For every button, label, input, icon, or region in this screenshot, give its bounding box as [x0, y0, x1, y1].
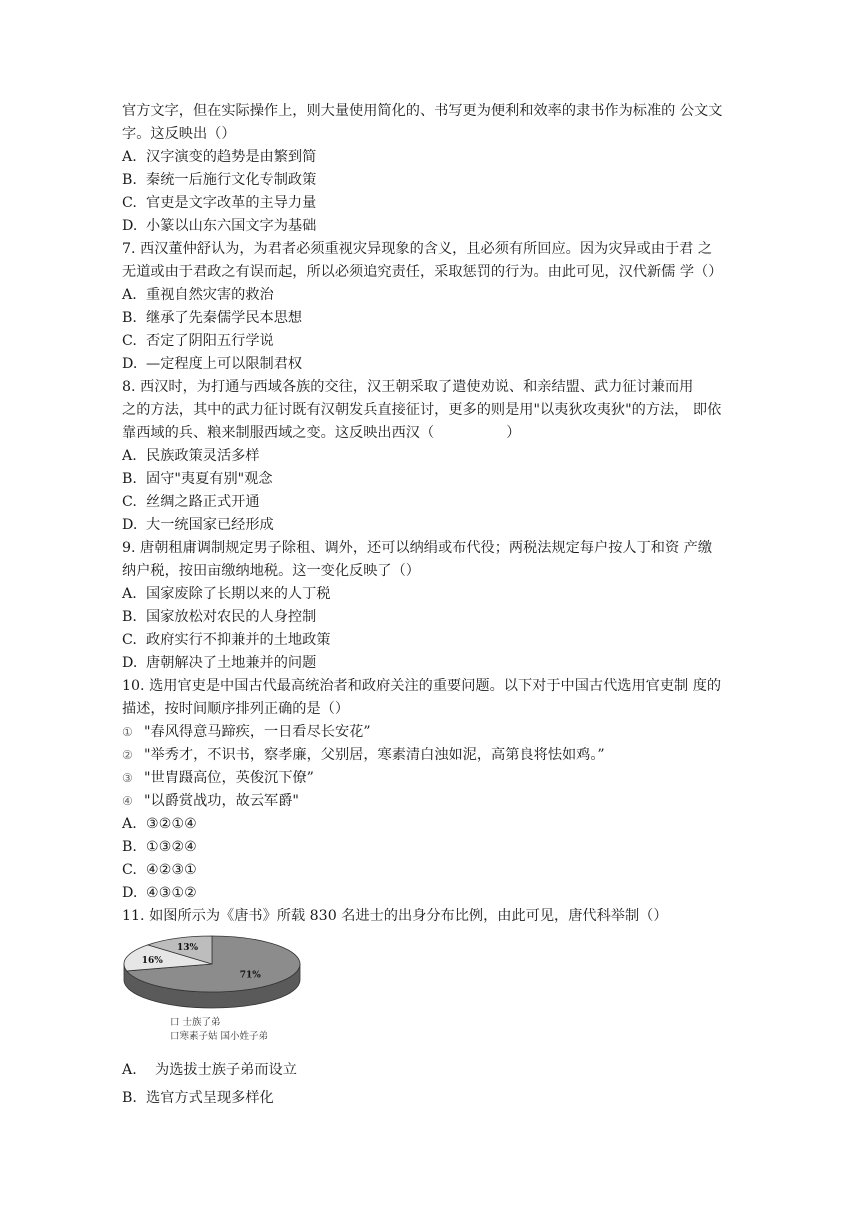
option-label: D. — [122, 218, 138, 234]
option-label: B. — [122, 1090, 137, 1106]
q8-stem-1: 8. 西汉时，为打通与西域各族的交往，汉王朝采取了遣使劝说、和亲结盟、武力征讨兼而用 — [122, 379, 694, 395]
option-label: A. — [122, 149, 137, 165]
item-number: ③ — [122, 771, 133, 785]
option-label: C. — [122, 494, 137, 510]
option-label: C. — [122, 632, 137, 648]
option-label: B. — [122, 609, 137, 625]
option-text: 唐朝解决了土地兼并的问题 — [146, 655, 317, 671]
item-number: ① — [122, 725, 133, 739]
option-d[interactable] — [122, 652, 742, 675]
option-text: 否定了阴阳五行学说 — [146, 333, 274, 349]
option-c[interactable] — [122, 629, 742, 652]
q11-options — [122, 1056, 742, 1112]
item-text: "举秀才，不识书，察孝廉，父别居，寒素清白浊如泥，高第良将怯如鸡。” — [144, 747, 605, 763]
q8-stem-2: 之的方法，其中的武力征讨既有汉朝发兵直接征讨，更多的则是用"以夷狄攻夷狄"的方法， 即依 — [122, 402, 722, 418]
option-c[interactable] — [122, 192, 742, 215]
list-item — [122, 721, 742, 744]
item-text: "世胄蹑高位，英俊沉下僚” — [144, 770, 314, 786]
option-text: 大一统国家已经形成 — [146, 517, 274, 533]
intro-line-2: 字。这反映出（） — [122, 126, 236, 142]
option-text: 丝绸之路正式开通 — [146, 494, 260, 510]
option-d[interactable] — [122, 514, 742, 537]
option-label: B. — [122, 310, 137, 326]
chart-legend — [170, 1016, 268, 1044]
q8-options — [122, 445, 742, 537]
q6-options — [122, 146, 742, 238]
q8-stem-3: 靠西域的兵、粮来制服西域之变。这反映出西汉（ ） — [122, 425, 521, 441]
option-label: B. — [122, 172, 137, 188]
option-text: 继承了先秦儒学民本思想 — [146, 310, 303, 326]
option-a[interactable] — [122, 583, 742, 606]
option-label: A. — [122, 1062, 137, 1078]
option-text: 为选拔士族子弟而设立 — [146, 1062, 297, 1078]
item-number: ④ — [122, 794, 133, 808]
option-text: 小篆以山东六国文字为基础 — [146, 218, 317, 234]
option-label: D. — [122, 517, 138, 533]
q9-options — [122, 583, 742, 675]
option-c[interactable] — [122, 491, 742, 514]
option-text: 国家废除了长期以来的人丁税 — [146, 586, 331, 602]
q10-stem-1: 10. 选用官吏是中国古代最高统治者和政府关注的重要问题。以下对于中国古代选用官吏制 度的 — [122, 678, 722, 694]
q11-stem: 11. 如图所示为《唐书》所载 830 名进士的出身分布比例，由此可见，唐代科举制（） — [122, 908, 668, 924]
option-b[interactable] — [122, 836, 742, 859]
option-a[interactable] — [122, 445, 742, 468]
option-label: D. — [122, 356, 138, 372]
option-label: A. — [122, 448, 137, 464]
option-text: 固守"夷夏有别"观念 — [146, 471, 273, 487]
option-a[interactable] — [122, 284, 742, 307]
option-c[interactable] — [122, 859, 742, 882]
option-label: D. — [122, 655, 138, 671]
option-label: A. — [122, 287, 137, 303]
option-text: ④③①② — [146, 885, 197, 901]
option-text: 秦统一后施行文化专制政策 — [146, 172, 317, 188]
option-text: 国家放松对农民的人身控制 — [146, 609, 317, 625]
option-d[interactable] — [122, 882, 742, 905]
legend-line-1: 口 士族了弟 — [170, 1017, 221, 1028]
option-label: A. — [122, 816, 137, 832]
option-c[interactable] — [122, 330, 742, 353]
option-b[interactable] — [122, 1084, 742, 1112]
option-d[interactable] — [122, 215, 742, 238]
option-b[interactable] — [122, 307, 742, 330]
q10-options — [122, 813, 742, 905]
option-label: B. — [122, 471, 137, 487]
q10-stem-2: 描述，按时间顺序排列正确的是（） — [122, 701, 350, 717]
option-b[interactable] — [122, 606, 742, 629]
option-text: 选官方式呈现多样化 — [146, 1090, 274, 1106]
option-b[interactable] — [122, 468, 742, 491]
list-item — [122, 790, 742, 813]
option-d[interactable] — [122, 353, 742, 376]
option-text: —定程度上可以限制君权 — [146, 356, 303, 372]
q10-items — [122, 721, 742, 813]
option-text: ④②③① — [146, 862, 197, 878]
pie-label: 71% — [239, 970, 261, 981]
q7-stem-2: 无道或由于君政之有误而起，所以必须追究责任，采取惩罚的行为。由此可见，汉代新儒 学（） — [122, 264, 723, 280]
option-label: C. — [122, 862, 137, 878]
option-text: ③②①④ — [146, 816, 197, 832]
option-text: ①③②④ — [146, 839, 197, 855]
option-label: B. — [122, 839, 137, 855]
q9-stem-1: 9. 唐朝租庸调制规定男子除租、调外，还可以纳绢或布代役；两税法规定每户按人丁和资 产缴 — [122, 540, 713, 556]
option-a[interactable] — [122, 813, 742, 836]
option-label: C. — [122, 333, 137, 349]
option-a[interactable] — [122, 146, 742, 169]
option-text: 政府实行不抑兼并的土地政策 — [146, 632, 331, 648]
item-text: "以爵赏战功，故云军爵" — [144, 793, 299, 809]
pie-chart — [122, 934, 742, 1050]
legend-line-2: 口寒素子姑 国小姓子弟 — [170, 1031, 269, 1042]
list-item — [122, 767, 742, 790]
q7-stem-1: 7. 西汉董仲舒认为，为君者必须重视灾异现象的含义，且必须有所回应。因为灾异或由于君 之 — [122, 241, 713, 257]
intro-line-1: 官方文字，但在实际操作上，则大量使用简化的、书写更为便利和效率的隶书作为标准的 公文文 — [122, 103, 723, 119]
option-text: 民族政策灵活多样 — [146, 448, 260, 464]
pie-label: 16% — [141, 956, 163, 967]
option-text: 官吏是文字改革的主导力量 — [146, 195, 317, 211]
q9-stem-2: 纳户税，按田亩缴纳地税。这一变化反映了（） — [122, 563, 420, 579]
item-text: "春风得意马蹄疾，一日看尽长安花” — [144, 724, 371, 740]
exam-page — [122, 100, 742, 1112]
pie-chart-svg — [122, 934, 312, 1020]
option-text: 重视自然灾害的救治 — [146, 287, 274, 303]
option-label: C. — [122, 195, 137, 211]
pie-label: 13% — [176, 943, 199, 954]
option-label: D. — [122, 885, 138, 901]
option-a[interactable] — [122, 1056, 742, 1084]
item-number: ② — [122, 748, 133, 762]
list-item — [122, 744, 742, 767]
option-label: A. — [122, 586, 137, 602]
option-b[interactable] — [122, 169, 742, 192]
option-text: 汉字演变的趋势是由繁到简 — [146, 149, 317, 165]
q7-options — [122, 284, 742, 376]
